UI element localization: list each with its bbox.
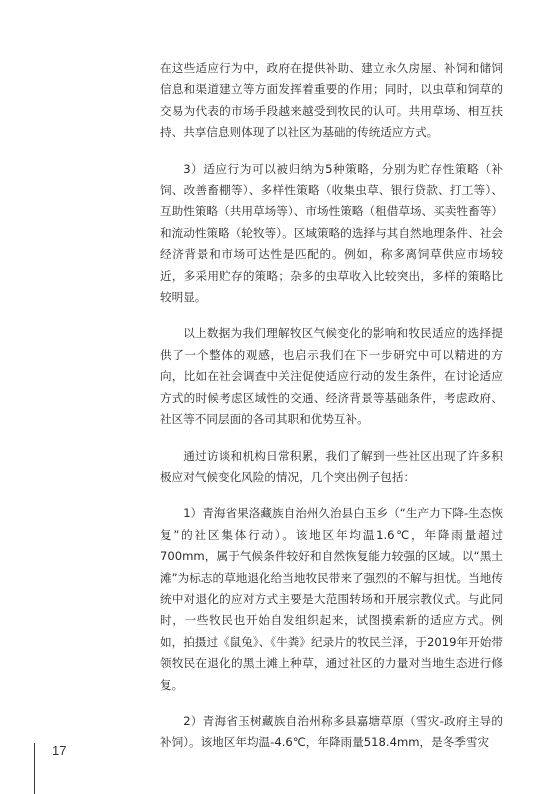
page-number-rule bbox=[34, 743, 35, 794]
paragraph-five-strategies: 3）适应行为可以被归纳为5种策略，分别为贮存性策略（补饲、改善畜棚等）、多样性策略（收集虫草、银行贷款、打工等）、互助性策略（共用草场等）、市场性策略（租借草场、买卖牲畜等）和流动性策略（轮牧等）。区域策略的选择与其自然地理条件、社会经济背景和市场可达性是匹配的。例如，称多离饲草供应市场较近，多采用贮存的策略；杂多的虫草收入比较突出，多样的策略比较明显。 bbox=[160, 161, 503, 305]
page-number: 17 bbox=[52, 743, 67, 758]
paragraph-research-directions: 以上数据为我们理解牧区气候变化的影响和牧民适应的选择提供了一个整体的观感，也启示我们在下一步研究中可以精进的方向，比如在社会调查中关注促使适应行动的发生条件，在讨论适应方式的时候考虑区域性的交通、经济背景等基础条件，考虑政府、社区等不同层面的各司其职和优势互补。 bbox=[160, 326, 503, 427]
body-text bbox=[160, 58, 503, 769]
paragraph-adaptation-roles: 在这些适应行为中，政府在提供补助、建立永久房屋、补饲和储饲信息和渠道建立等方面发挥着重要的作用；同时，以虫草和饲草的交易为代表的市场手段越来越受到牧民的认可。共用草场、相互扶持、共享信息则体现了以社区为基础的传统适应方式。 bbox=[160, 61, 503, 140]
paragraph-example-baiyu: 1）青海省果洛藏族自治州久治县白玉乡（“生产力下降-生态恢复”的社区集体行动）。该地区年均温1.6℃，年降雨量超过700mm，属于气候条件较好和自然恢复能力较强的区域。以“黑土滩”为标志的草地退化给当地牧民带来了强烈的不解与担忧。当地传统中对退化的应对方式主要是大范围转场和开展宗教仪式。与此同时，一些牧民也开始自发组织起来，试图摸索新的适应方式。例如，拍摄过《鼠兔》、《牛粪》纪录片的牧民兰泽，于2019年开始带领牧民在退化的黑土滩上种草，通过社区的力量对当地生态进行修复。 bbox=[160, 506, 503, 692]
paragraph-example-jiatang: 2）青海省玉树藏族自治州称多县嘉塘草原（雪灾-政府主导的补饲）。该地区年均温-4.6℃，年降雨量518.4mm，是冬季雪灾 bbox=[160, 713, 503, 750]
paragraph-examples-intro: 通过访谈和机构日常积累，我们了解到一些社区出现了许多积极应对气候变化风险的情况，几个突出例子包括： bbox=[160, 448, 503, 484]
